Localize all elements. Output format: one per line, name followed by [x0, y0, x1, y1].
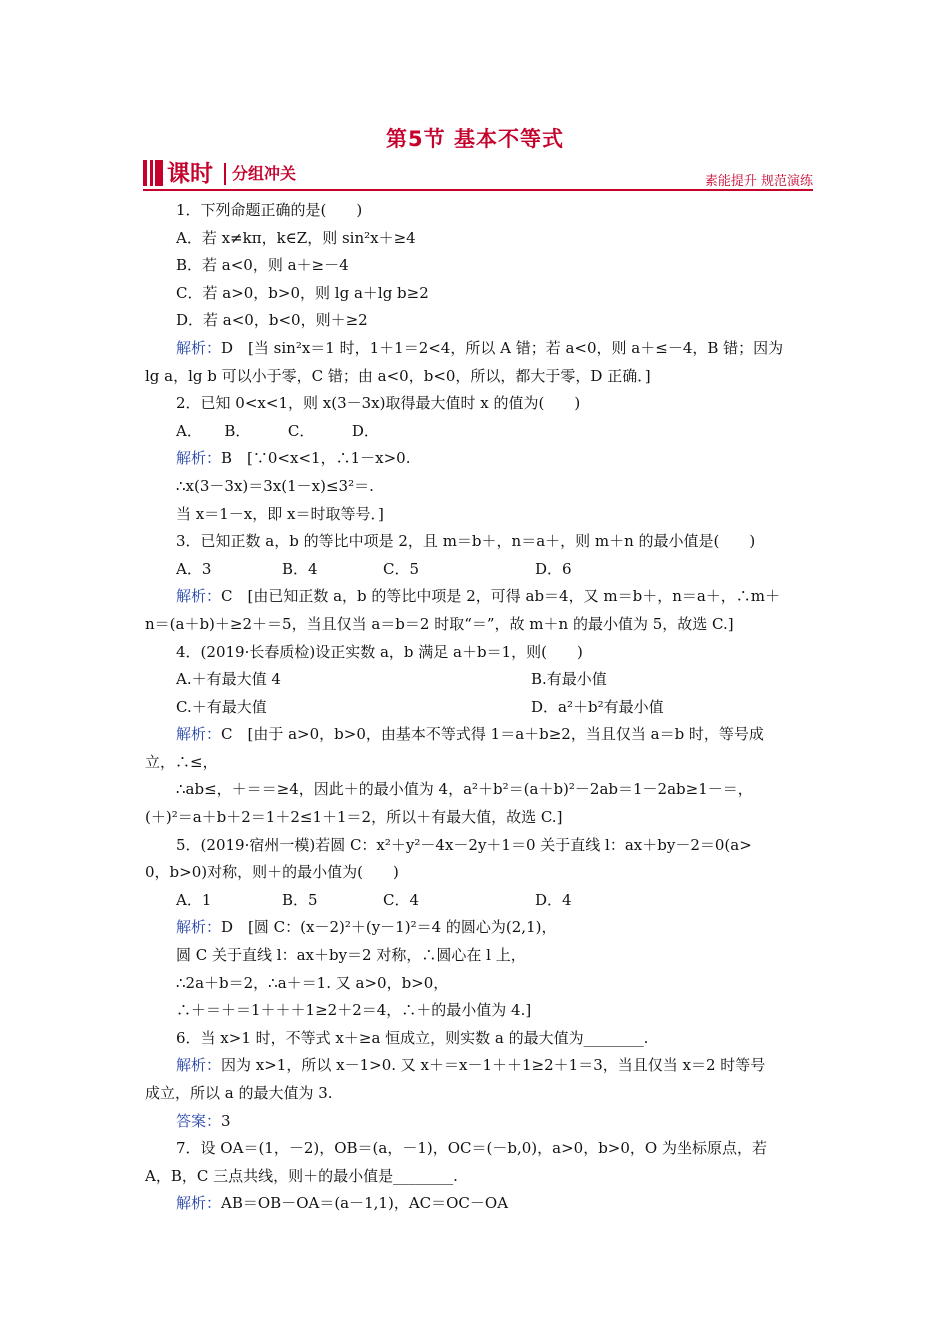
- text-line: [145, 1135, 810, 1163]
- line-text: 6．当 x>1 时，不等式 x＋≥a 恒成立，则实数 a 的最大值为________.: [176, 1028, 649, 1047]
- line-text: 圆 C 关于直线 l：ax＋by＝2 对称，∴圆心在 l 上，: [176, 946, 526, 965]
- banner-right-label: 素能提升 规范演练: [704, 174, 813, 189]
- text-line: [145, 1108, 810, 1136]
- text-line: [145, 997, 810, 1025]
- line-text: 当 x＝1－x，即 x＝时取等号．]: [176, 504, 384, 523]
- answer-label: 解析：: [176, 725, 222, 744]
- line-text: 成立，所以 a 的最大值为 3.: [145, 1084, 333, 1102]
- option-item: C．5: [383, 559, 420, 578]
- text-line: [145, 1080, 810, 1108]
- text-line: [145, 556, 810, 584]
- text-line: [145, 749, 810, 777]
- text-line: [145, 694, 810, 722]
- line-text: 3: [221, 1111, 231, 1130]
- option-item: A．3: [176, 559, 212, 578]
- text-line: [145, 335, 810, 363]
- option-item: B.有最小值: [531, 670, 607, 689]
- exercise-content: [145, 197, 810, 1218]
- line-text: 7．设 OA＝(1，－2)，OB＝(a，－1)，OC＝(－b,0)，a>0，b>0，O 为坐标原点，若: [176, 1139, 767, 1158]
- line-text: 因为 x>1，所以 x－1>0. 又 x＋＝x－1＋＋1≥2＋1＝3，当且仅当 x＝2 时等号: [221, 1056, 766, 1075]
- option-item: D．4: [535, 890, 572, 909]
- line-text: AB＝OB－OA＝(a－1,1)，AC＝OC－OA: [221, 1194, 509, 1213]
- answer-label: 解析：: [176, 449, 222, 468]
- text-line: [145, 859, 810, 887]
- text-line: [145, 639, 810, 667]
- option-item: C．4: [383, 890, 420, 909]
- line-text: D [圆 C：(x－2)²＋(y－1)²＝4 的圆心为(2,1)，: [221, 918, 557, 937]
- banner-bars-icon: [143, 160, 165, 186]
- option-item: B．5: [282, 890, 318, 909]
- answer-label: 解析：: [176, 1056, 222, 1075]
- banner-main-label: 课时: [167, 161, 213, 187]
- text-line: [145, 280, 810, 308]
- text-line: [145, 666, 810, 694]
- option-item: D．6: [535, 559, 572, 578]
- text-line: [145, 363, 810, 391]
- line-text: B [∵0<x<1，∴1－x>0.: [221, 449, 411, 468]
- line-text: D．若 a<0，b<0，则＋≥2: [176, 311, 368, 330]
- text-line: [145, 832, 810, 860]
- text-line: [145, 445, 810, 473]
- text-line: [145, 942, 810, 970]
- line-text: A，B，C 三点共线，则＋的最小值是________.: [145, 1166, 458, 1185]
- line-text: lg a，lg b 可以小于零，C 错；由 a<0，b<0，所以，都大于零，D 正确．]: [145, 366, 651, 385]
- option-item: A．1: [176, 890, 212, 909]
- text-line: [145, 501, 810, 529]
- line-text: 2．已知 0<x<1，则 x(3－3x)取得最大值时 x 的值为( ): [176, 394, 581, 413]
- text-line: [145, 776, 810, 804]
- line-text: 3．已知正数 a，b 的等比中项是 2，且 m＝b＋，n＝a＋，则 m＋n 的最小值是( ): [176, 532, 756, 551]
- line-text: A． B． C． D．: [176, 421, 379, 440]
- banner-sub-label: 分组冲关: [232, 164, 297, 183]
- line-text: n＝(a＋b)＋≥2＋＝5，当且仅当 a＝b＝2 时取“＝”，故 m＋n 的最小值为 5，故选 C.]: [145, 614, 734, 633]
- section-banner: [143, 158, 813, 192]
- option-item: B．4: [282, 559, 318, 578]
- text-line: [145, 1025, 810, 1053]
- line-text: 5．(2019·宿州一模)若圆 C：x²＋y²－4x－2y＋1＝0 关于直线 l：ax＋by－2＝0(a>: [176, 835, 752, 854]
- text-line: [145, 887, 810, 915]
- page-title: 第5节 基本不等式: [386, 127, 564, 151]
- line-text: (＋)²＝a＋b＋2＝1＋2≤1＋1＝2，所以＋有最大值，故选 C.]: [145, 808, 563, 827]
- text-line: [145, 252, 810, 280]
- line-text: B．若 a<0，则 a＋≥－4: [176, 256, 349, 275]
- answer-label: 解析：: [176, 338, 222, 357]
- line-text: A．若 x≠kπ，k∈Z，则 sin²x＋≥4: [176, 228, 416, 247]
- answer-label: 解析：: [176, 918, 222, 937]
- line-text: 0，b>0)对称，则＋的最小值为( ): [145, 863, 399, 882]
- text-line: [145, 418, 810, 446]
- line-text: ∴ab≤，＋＝＝≥4，因此＋的最小值为 4，a²＋b²＝(a＋b)²－2ab＝1－2ab≥1－＝，: [176, 780, 753, 799]
- line-text: 4．(2019·长春质检)设正实数 a，b 满足 a＋b＝1，则( ): [176, 642, 583, 661]
- line-text: D [当 sin²x＝1 时，1＋1＝2<4，所以 A 错；若 a<0，则 a＋≤－4，B 错；因为: [221, 338, 784, 357]
- text-line: [145, 914, 810, 942]
- option-item: A.＋有最大值 4: [176, 670, 281, 689]
- text-line: [145, 721, 810, 749]
- line-text: ∴＋＝＋＝1＋＋＋1≥2＋2＝4，∴＋的最小值为 4.]: [176, 1001, 532, 1020]
- line-text: C．若 a>0，b>0，则 lg a＋lg b≥2: [176, 283, 429, 302]
- text-line: [145, 1190, 810, 1218]
- banner-underline: [143, 189, 813, 191]
- text-line: [145, 528, 810, 556]
- line-text: ∴2a＋b＝2，∴a＋＝1. 又 a>0，b>0，: [176, 973, 449, 992]
- option-item: C.＋有最大值: [176, 697, 267, 716]
- answer-label: 解析：: [176, 1194, 222, 1213]
- line-text: 立，∴≤，: [145, 752, 218, 771]
- text-line: [145, 1052, 810, 1080]
- line-text: C [由于 a>0，b>0，由基本不等式得 1＝a＋b≥2，当且仅当 a＝b 时，等号成: [221, 725, 764, 744]
- text-line: [145, 473, 810, 501]
- answer-label: 解析：: [176, 587, 222, 606]
- line-text: 1．下列命题正确的是( ): [176, 201, 363, 219]
- text-line: [145, 583, 810, 611]
- text-line: [145, 197, 810, 225]
- text-line: [145, 970, 810, 998]
- text-line: [145, 804, 810, 832]
- text-line: [145, 307, 810, 335]
- banner-separator: [224, 163, 226, 185]
- text-line: [145, 611, 810, 639]
- text-line: [145, 225, 810, 253]
- text-line: [145, 1163, 810, 1191]
- text-line: [145, 390, 810, 418]
- line-text: C [由已知正数 a，b 的等比中项是 2，可得 ab＝4，又 m＝b＋，n＝a＋，∴m＋: [221, 587, 781, 606]
- option-item: D．a²＋b²有最小值: [531, 697, 664, 716]
- answer-label: 答案：: [176, 1111, 222, 1130]
- line-text: ∴x(3－3x)＝3x(1－x)≤3²＝.: [176, 476, 374, 495]
